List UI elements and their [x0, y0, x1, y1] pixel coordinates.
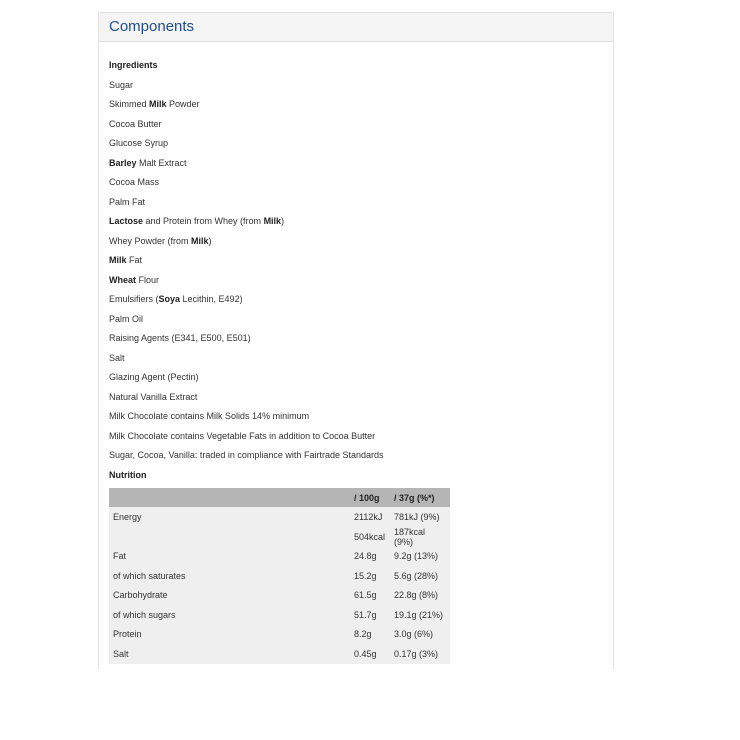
panel-body	[99, 42, 613, 664]
components-panel	[98, 12, 614, 669]
nutrition-row	[109, 527, 450, 547]
nutrition-row	[109, 644, 450, 664]
ingredient-text: Emulsifiers (	[109, 294, 159, 304]
nutrition-table	[109, 488, 450, 664]
per-portion-value: 22.8g (8%)	[390, 586, 450, 606]
nutrition-row	[109, 566, 450, 586]
nutrition-row	[109, 586, 450, 606]
ingredient-text: Sugar, Cocoa, Vanilla: traded in compliance with Fairtrade Standards	[109, 450, 384, 460]
ingredient-item	[109, 235, 603, 255]
ingredient-item	[109, 79, 603, 99]
ingredient-item	[109, 254, 603, 274]
per-portion-value: 5.6g (28%)	[390, 566, 450, 586]
nutrient-name: Fat	[109, 547, 350, 567]
ingredient-text: Palm Oil	[109, 313, 144, 324]
ingredient-text: Malt Extract	[136, 157, 187, 168]
allergen-text: Lactose	[109, 216, 144, 226]
per-100g-value: 504kcal	[350, 527, 390, 547]
ingredients-heading: Ingredients	[109, 60, 158, 70]
per-portion-value: 9.2g (13%)	[390, 547, 450, 567]
ingredient-text: Skimmed	[109, 99, 150, 109]
ingredient-text: Palm Fat	[109, 196, 146, 207]
ingredient-text: Lecithin, E492)	[180, 294, 243, 304]
ingredient-item	[109, 137, 603, 157]
ingredient-item	[109, 274, 603, 294]
allergen-text: Milk	[149, 99, 167, 109]
ingredient-item	[109, 391, 603, 411]
column-header-per-100g: / 100g	[350, 488, 390, 507]
ingredient-text: Cocoa Mass	[109, 177, 160, 187]
allergen-text: Milk	[109, 255, 127, 265]
ingredient-item	[109, 313, 603, 333]
allergen-text: Milk	[191, 235, 209, 246]
ingredient-item	[109, 410, 603, 430]
ingredient-text: and Protein from Whey (from	[143, 216, 264, 226]
ingredient-text: Cocoa Butter	[109, 118, 162, 129]
per-100g-value: 51.7g	[350, 605, 390, 625]
allergen-text: Milk	[263, 216, 282, 226]
ingredient-list	[109, 79, 603, 469]
nutrition-row	[109, 507, 450, 527]
ingredient-text: )	[281, 216, 285, 226]
ingredient-item	[109, 118, 603, 138]
nutrient-name: Salt	[109, 644, 350, 664]
ingredient-text: Whey Powder (from	[109, 235, 192, 246]
ingredient-item	[109, 157, 603, 177]
nutrient-name: Energy	[109, 507, 350, 527]
column-header-per-portion: / 37g (%*)	[390, 488, 450, 507]
ingredient-text: Milk Chocolate contains Milk Solids 14% minimum	[109, 411, 310, 421]
per-100g-value: 24.8g	[350, 547, 390, 567]
ingredient-item	[109, 449, 603, 469]
ingredient-item	[109, 371, 603, 391]
allergen-text: Barley	[109, 157, 137, 168]
ingredient-text: Powder	[166, 99, 200, 109]
ingredient-text: )	[208, 235, 212, 246]
ingredient-text: Raising Agents (E341, E500, E501)	[109, 333, 251, 343]
nutrient-name: Protein	[109, 625, 350, 645]
panel-header	[99, 13, 613, 42]
ingredient-item	[109, 430, 603, 450]
ingredient-text: Flour	[136, 274, 160, 285]
ingredient-item	[109, 332, 603, 352]
per-portion-value: 781kJ (9%)	[390, 507, 450, 527]
per-100g-value: 0.45g	[350, 644, 390, 664]
nutrient-name: Carbohydrate	[109, 586, 350, 606]
ingredient-item	[109, 98, 603, 118]
nutrient-name	[109, 527, 350, 547]
nutrient-name: of which saturates	[109, 566, 350, 586]
per-portion-value: 19.1g (21%)	[390, 605, 450, 625]
per-100g-value: 61.5g	[350, 586, 390, 606]
panel-title: Components	[109, 18, 195, 35]
nutrition-row	[109, 605, 450, 625]
per-100g-value: 15.2g	[350, 566, 390, 586]
per-100g-value: 8.2g	[350, 625, 390, 645]
allergen-text: Wheat	[109, 274, 136, 285]
ingredient-text: Glucose Syrup	[109, 138, 169, 148]
ingredient-item	[109, 293, 603, 313]
ingredient-text: Natural Vanilla Extract	[109, 391, 198, 402]
ingredient-item	[109, 352, 603, 372]
nutrition-header-row	[109, 488, 450, 507]
allergen-text: Soya	[158, 294, 181, 304]
nutrient-name: of which sugars	[109, 605, 350, 625]
ingredient-item	[109, 176, 603, 196]
per-portion-value: 3.0g (6%)	[390, 625, 450, 645]
ingredient-text: Sugar	[109, 79, 134, 90]
ingredient-text: Glazing Agent (Pectin)	[109, 372, 199, 382]
nutrition-row	[109, 547, 450, 567]
per-portion-value: 0.17g (3%)	[390, 644, 450, 664]
per-portion-value: 187kcal (9%)	[390, 527, 450, 547]
per-100g-value: 2112kJ	[350, 507, 390, 527]
ingredient-text: Fat	[126, 255, 143, 265]
ingredient-item	[109, 196, 603, 216]
nutrition-row	[109, 625, 450, 645]
ingredient-item	[109, 215, 603, 235]
column-header-nutrient	[109, 488, 350, 507]
ingredient-text: Milk Chocolate contains Vegetable Fats in addition to Cocoa Butter	[109, 430, 376, 441]
nutrition-heading: Nutrition	[109, 469, 147, 480]
ingredient-text: Salt	[109, 352, 125, 363]
